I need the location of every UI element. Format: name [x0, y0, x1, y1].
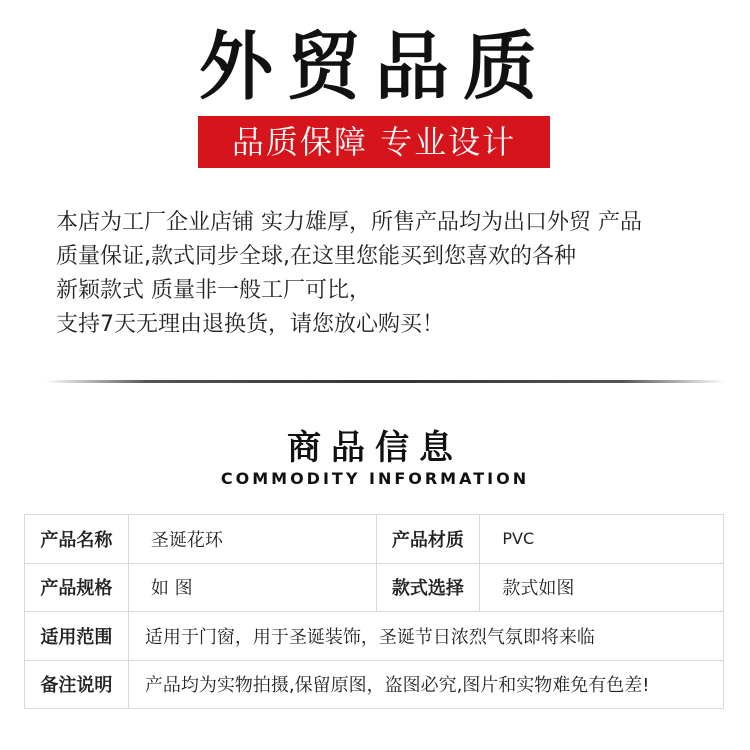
usage-label: 适用范围: [25, 612, 129, 661]
intro-line: 本店为工厂企业店铺 实力雄厚，所售产品均为出口外贸 产品: [56, 210, 642, 235]
quality-banner: 品质保障 专业设计: [198, 116, 550, 168]
product-name-label: 产品名称: [25, 515, 129, 564]
material-value: PVC: [480, 515, 724, 564]
main-title: 外贸品质: [199, 24, 551, 110]
note-value: 产品均为实物拍摄,保留原图，盗图必究,图片和实物难免有色差!: [129, 661, 724, 710]
note-label: 备注说明: [25, 661, 129, 710]
table-row: [25, 612, 724, 661]
section-title: 商品信息: [287, 428, 463, 468]
section-subtitle: COMMODITY INFORMATION: [220, 469, 530, 488]
intro-text: [56, 206, 716, 342]
spec-value: 如 图: [129, 564, 377, 613]
usage-value: 适用于门窗，用于圣诞装饰，圣诞节日浓烈气氛即将来临: [129, 612, 724, 661]
intro-line: 新颖款式 质量非一般工厂可比，: [56, 278, 371, 303]
table-row: [25, 564, 724, 613]
spec-label: 产品规格: [25, 564, 129, 613]
product-info-table: [24, 514, 724, 709]
style-value: 款式如图: [480, 564, 724, 613]
table-row: [25, 661, 724, 710]
material-label: 产品材质: [377, 515, 481, 564]
product-name-value: 圣诞花环: [129, 515, 377, 564]
table-row: [25, 515, 724, 564]
intro-line: 质量保证,款式同步全球,在这里您能买到您喜欢的各种: [56, 244, 576, 269]
section-divider: [45, 380, 725, 383]
intro-line: 支持7天无理由退换货，请您放心购买！: [56, 312, 444, 337]
style-label: 款式选择: [377, 564, 481, 613]
